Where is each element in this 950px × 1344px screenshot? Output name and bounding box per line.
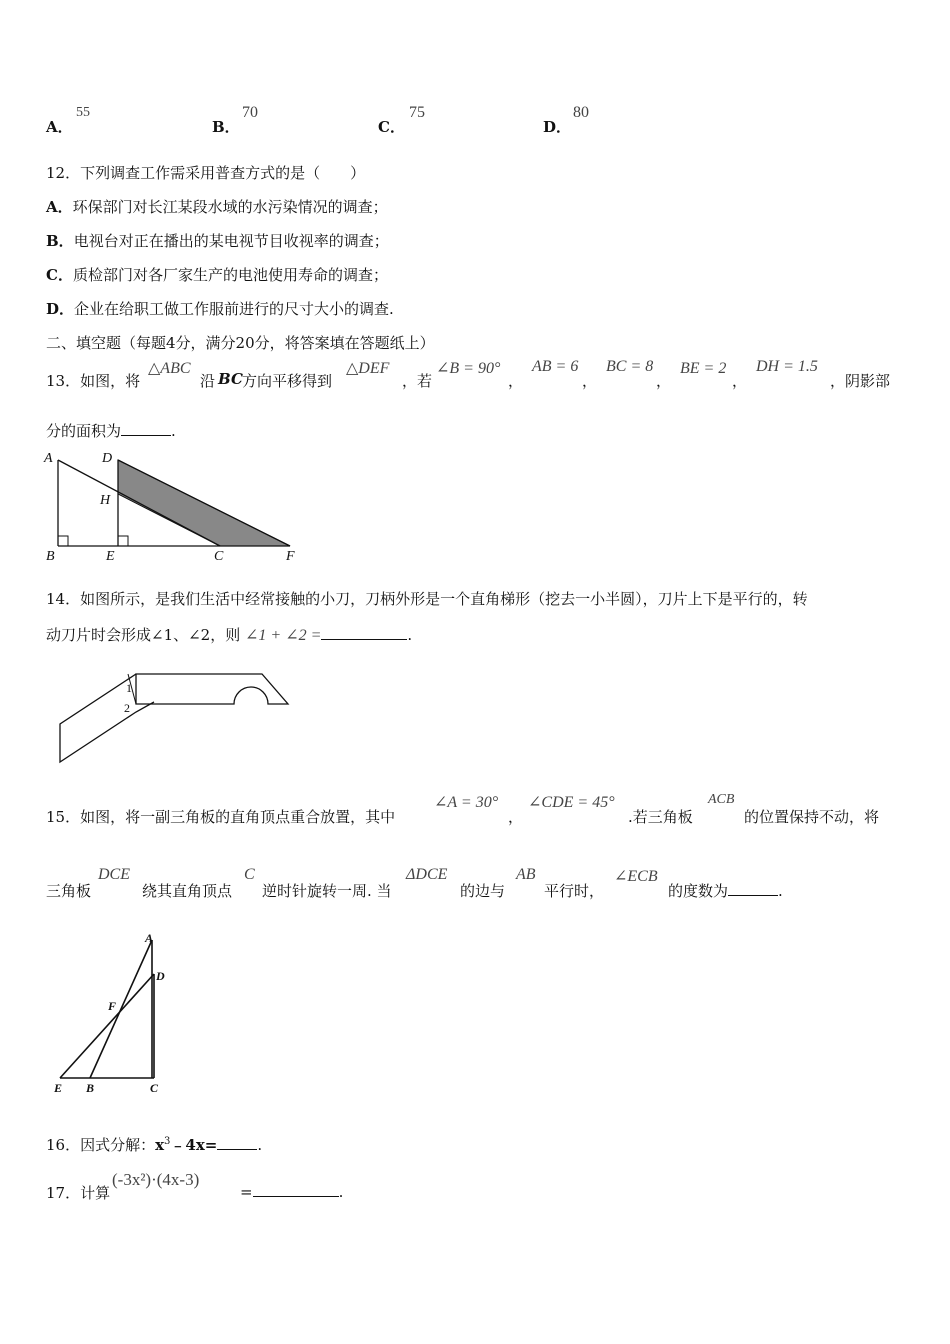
q13-label-h: H (100, 493, 111, 508)
q13-line-2 (46, 420, 176, 441)
q14-label-1: 1 (126, 681, 132, 695)
q15-line2-b: 绕其直角顶点 (142, 882, 233, 900)
q15-acb: ACB (708, 792, 735, 807)
q13-line-1 (46, 358, 906, 402)
q15-answer-blank (728, 881, 778, 896)
q17-answer-blank (253, 1182, 339, 1197)
q12-option-d-text: 企业在给职工做工作服前进行的尺寸大小的调查. (74, 300, 394, 318)
q16-prefix: 16．因式分解： (46, 1136, 156, 1154)
q11-option-a-value: 55 (76, 105, 90, 120)
q12-option-c (46, 264, 388, 285)
q17-expression: (-3x²)·(4x-3) (112, 1170, 200, 1189)
q15-line-2 (46, 866, 906, 906)
q17-equals (240, 1182, 343, 1201)
q12-option-b-text: 电视台对正在播出的某电视节目收视率的调查； (73, 232, 389, 250)
q11-option-d-value: 80 (573, 104, 589, 121)
q13-tail: ，阴影部 (830, 372, 891, 390)
q15-angle-ecb: ∠ECB (614, 868, 658, 885)
q13-if: ，若 (402, 372, 433, 390)
q15-label-c: C (150, 1081, 159, 1095)
q15-tail: 的位置保持不动，将 (744, 808, 880, 826)
q14-end: . (407, 626, 413, 644)
q12-option-b (46, 230, 389, 251)
q12-option-a-letter: A． (46, 198, 73, 216)
q13-direction: 方向平移得到 (242, 372, 333, 390)
q11-option-b-value: 70 (242, 104, 258, 121)
q14-answer-blank (321, 625, 407, 640)
q17-end: . (338, 1183, 344, 1201)
q13-comma-3: ， (656, 372, 672, 390)
q13-triangle-abc: △ABC (148, 360, 191, 377)
q15-line-1 (46, 790, 906, 830)
q11-option-c-letter: C． (378, 118, 405, 136)
q14-line-1: 14．如图所示，是我们生活中经常接触的小刀，刀柄外形是一个直角梯形（挖去一小半圆），刀片上下是平行的，转 (46, 590, 808, 608)
q17-line (46, 1170, 446, 1210)
q15-line-ab (90, 940, 152, 1078)
q15-label-a: A (145, 931, 154, 945)
q11-option-d-letter: D． (543, 118, 572, 136)
q13-label-a: A (44, 451, 53, 466)
q13-figure (40, 446, 310, 566)
q13-comma-4: ， (732, 372, 748, 390)
q16-end: . (257, 1136, 263, 1154)
q13-end: . (171, 422, 176, 440)
q13-label-d: D (102, 451, 113, 466)
q15-line2-d: 的边与 (460, 882, 506, 900)
q11-option-a-letter: A． (46, 118, 73, 136)
q16-expr-rest: ﹣4x= (170, 1136, 218, 1154)
q15-prefix: 15．如图，将一副三角板的直角顶点重合放置，其中 (46, 808, 396, 826)
q13-cond-bc: BC = 8 (606, 358, 654, 375)
q15-line2-f (668, 880, 783, 901)
q15-mid: .若三角板 (628, 808, 693, 826)
q12-stem: 12．下列调查工作需采用普查方式的是（ ） (46, 164, 366, 182)
q11-options (0, 100, 950, 140)
q13-label-e: E (106, 549, 115, 564)
q13-cond-dh: DH = 1.5 (756, 358, 818, 375)
q13-cond-be: BE = 2 (680, 360, 727, 377)
q13-comma-1: ， (508, 372, 524, 390)
q15-dce: DCE (98, 866, 130, 883)
q13-label-c: C (214, 549, 224, 564)
q13-bc: BC (218, 370, 243, 388)
q13-comma-2: ， (582, 372, 598, 390)
q17-prefix: 17．计算 (46, 1184, 111, 1202)
q15-line-de (60, 974, 154, 1078)
q15-triangle-dce: ΔDCE (406, 866, 448, 883)
q13-right-angle-e (118, 536, 128, 546)
q11-option-b-letter: B． (212, 118, 240, 136)
q15-angle-a: ∠A = 30° (434, 794, 499, 811)
q15-comma: ， (508, 808, 524, 826)
q15-c: C (244, 866, 255, 883)
q15-label-b: B (86, 1081, 95, 1095)
q13-cond-ab: AB = 6 (532, 358, 579, 375)
q14-knife-blade (60, 674, 154, 762)
q12-option-c-text: 质检部门对各厂家生产的电池使用寿命的调查； (72, 266, 388, 284)
q16-expr-exponent: 3 (164, 1136, 171, 1147)
q12-option-a (46, 196, 388, 217)
q14-line2-text: 动刀片时会形成∠1、∠2，则 (46, 626, 241, 644)
q12-option-a-text: 环保部门对长江某段水域的水污染情况的调查； (72, 198, 388, 216)
q15-angle-cde: ∠CDE = 45° (528, 794, 615, 811)
q11-option-c-value: 75 (409, 104, 425, 121)
q13-along: 沿 (200, 372, 216, 390)
q16-expr-base: x (155, 1136, 165, 1154)
q17-eq: = (240, 1183, 253, 1201)
q12-option-b-letter: B． (46, 232, 74, 250)
q15-label-e: E (54, 1081, 63, 1095)
q13-label-b: B (46, 549, 55, 564)
q14-expression: ∠1 + ∠2 = (245, 627, 322, 644)
q15-ab: AB (516, 866, 536, 883)
q12-option-d (46, 298, 394, 319)
q15-figure (44, 930, 184, 1100)
q14-knife-handle (136, 674, 288, 704)
q12-option-d-letter: D． (46, 300, 75, 318)
q16-line (46, 1134, 262, 1155)
q13-prefix: 13．如图，将 (46, 372, 141, 390)
q13-line2-text: 分的面积为 (46, 422, 122, 440)
q13-label-f: F (286, 549, 295, 564)
q12-option-c-letter: C． (46, 266, 73, 284)
q14-label-2: 2 (124, 701, 130, 715)
q15-line2-f-text: 的度数为 (668, 882, 729, 900)
q14-figure (50, 666, 300, 766)
q15-label-d: D (156, 969, 165, 983)
q15-line2-a: 三角板 (46, 882, 92, 900)
q15-end: . (778, 882, 783, 900)
q13-answer-blank (121, 421, 171, 436)
q13-cond-angle-b: ∠B = 90° (436, 360, 501, 377)
q15-label-f: F (108, 999, 117, 1013)
q14-line-2 (46, 624, 412, 645)
q13-triangle-def: △DEF (346, 360, 390, 377)
q16-answer-blank (217, 1135, 257, 1150)
q15-line2-c: 逆时针旋转一周. 当 (262, 882, 392, 900)
q15-line2-e: 平行时， (544, 882, 605, 900)
section-2-title: 二、填空题（每题4分，满分20分，将答案填在答题纸上） (46, 334, 435, 352)
q13-right-angle-b (58, 536, 68, 546)
